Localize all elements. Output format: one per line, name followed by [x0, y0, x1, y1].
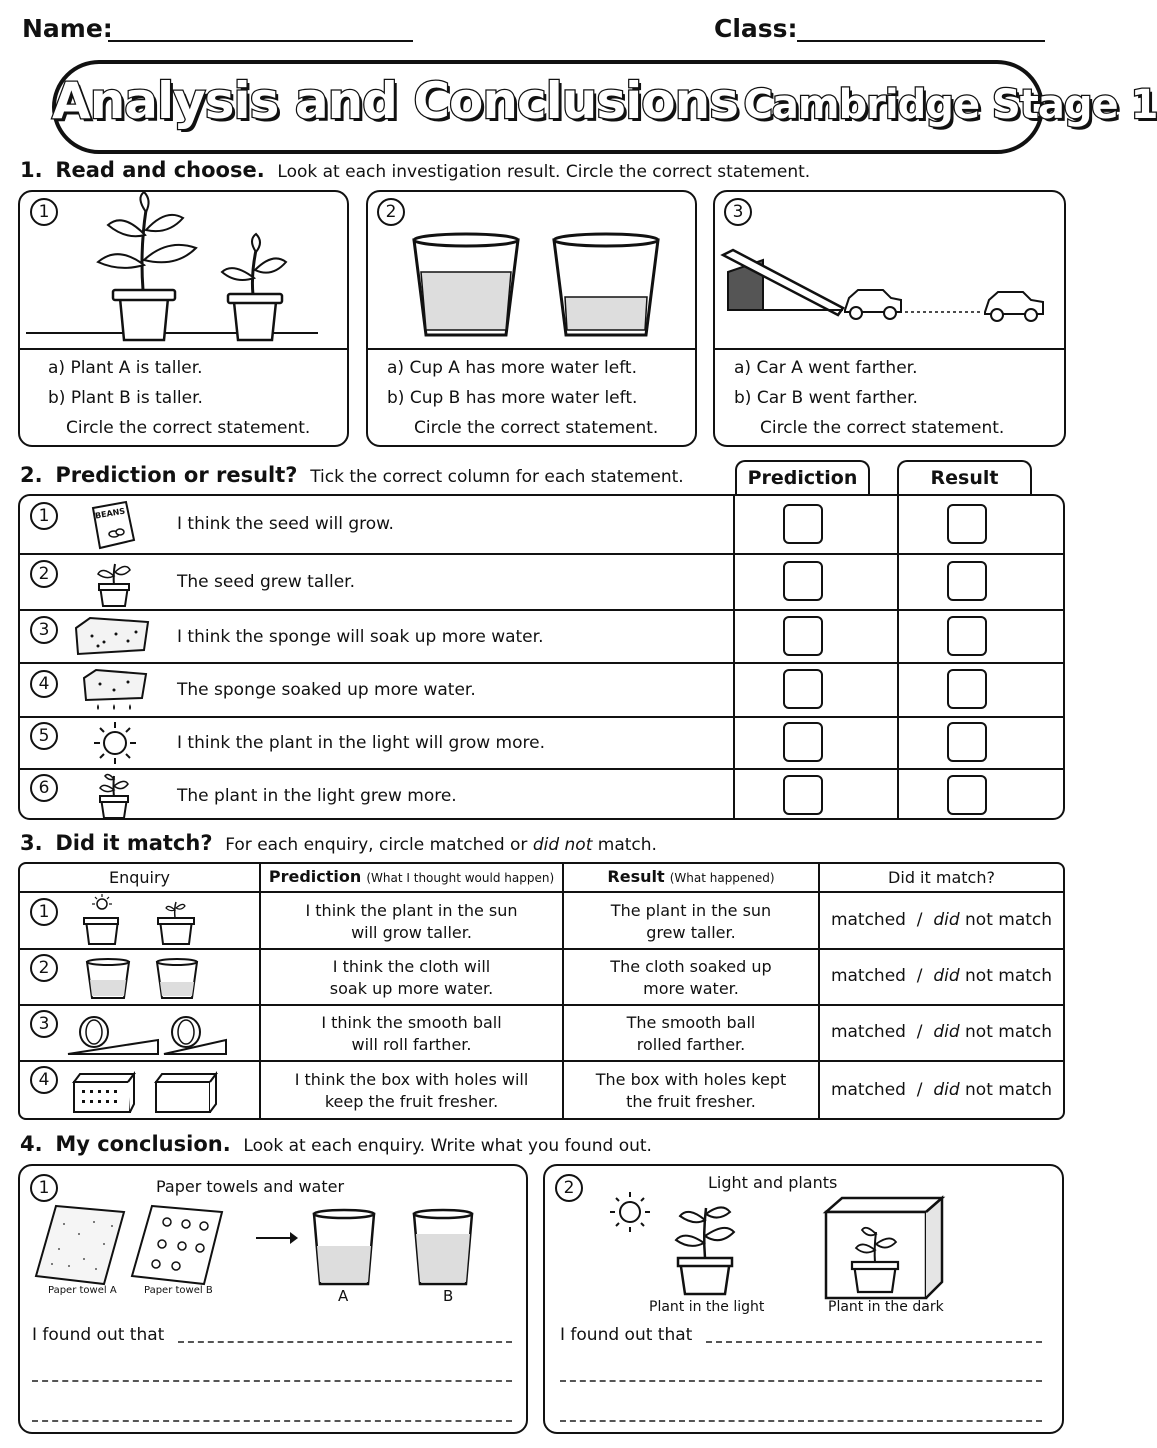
towel-b-label: Paper towel B: [144, 1285, 213, 1296]
enquiry3-result: The smooth ball rolled farther.: [626, 1013, 756, 1054]
prediction-column-header: Prediction: [735, 460, 870, 496]
row4-result-checkbox[interactable]: [947, 669, 987, 709]
row5-number: 5: [30, 722, 58, 750]
enquiry3-match-choice[interactable]: matched / did not match: [830, 1022, 1053, 1042]
row2-result-checkbox[interactable]: [947, 561, 987, 601]
row6-number: 6: [30, 774, 58, 802]
sun-icon: [92, 720, 138, 766]
conclusion2-answer-line[interactable]: [560, 1380, 1042, 1382]
plants-comparison-icon: [18, 190, 349, 350]
row4-prediction-checkbox[interactable]: [783, 669, 823, 709]
enquiry4-result: The box with holes kept the fruit fresher.: [595, 1070, 787, 1111]
row4-statement: The sponge soaked up more water.: [177, 680, 476, 700]
row3-number: 3: [30, 616, 58, 644]
enquiry4-match-choice[interactable]: matched / did not match: [830, 1080, 1053, 1100]
fruit-boxes-icon: [72, 1070, 222, 1114]
row2-number: 2: [30, 560, 58, 588]
title-stage: Cambridge Stage 1: [743, 82, 1157, 128]
match-header: Did it match?: [888, 868, 995, 887]
prediction-header: Prediction (What I thought would happen): [268, 867, 555, 886]
seedling-icon: [94, 556, 134, 608]
enquiry2-prediction: I think the cloth will soak up more water.: [329, 957, 494, 998]
enquiry1-number: 1: [30, 898, 58, 926]
row5-statement: I think the plant in the light will grow more.: [177, 733, 545, 753]
enquiry1-prediction: I think the plant in the sun will grow taller.: [305, 901, 518, 942]
section2-heading: 2. Prediction or result? Tick the correct column for each statement.: [20, 463, 684, 487]
result-header: Result (What happened): [607, 867, 775, 886]
conclusion1-answer-line[interactable]: [32, 1420, 512, 1422]
row4-number: 4: [30, 670, 58, 698]
row2-statement: The seed grew taller.: [177, 572, 355, 592]
wet-sponge-icon: [80, 666, 150, 714]
cups-comparison-icon: [366, 190, 697, 350]
enquiry3-number: 3: [30, 1010, 58, 1038]
row1-number: 1: [30, 502, 58, 530]
plants-sun-icon: [80, 894, 210, 946]
plant-dark-label: Plant in the dark: [828, 1299, 944, 1315]
section3-heading: 3. Did it match? For each enquiry, circle matched or did not match.: [20, 831, 657, 855]
enquiry4-prediction: I think the box with holes will keep the fruit fresher.: [294, 1070, 529, 1111]
enquiry-header: Enquiry: [108, 868, 171, 887]
row-separator: [18, 662, 1065, 664]
potted-plant-icon: [96, 770, 132, 820]
ramp-cars-icon: [713, 190, 1066, 350]
panel3-option-b[interactable]: b) Car B went farther.: [734, 388, 918, 408]
row3-prediction-checkbox[interactable]: [783, 616, 823, 656]
row6-result-checkbox[interactable]: [947, 775, 987, 815]
row-separator: [18, 609, 1065, 611]
row3-statement: I think the sponge will soak up more water.: [177, 627, 544, 647]
page-title: [52, 72, 1157, 130]
beans-label: BEANS: [94, 506, 126, 521]
panel1-option-a[interactable]: a) Plant A is taller.: [48, 358, 203, 378]
panel1-divider: [18, 348, 349, 350]
conclusion1-answer-line[interactable]: [32, 1380, 512, 1382]
row-separator: [18, 1060, 1065, 1062]
rolling-balls-icon: [64, 1010, 230, 1058]
conclusion2-number: 2: [555, 1174, 583, 1202]
row3-result-checkbox[interactable]: [947, 616, 987, 656]
row-separator: [18, 891, 1065, 893]
conclusion2-prompt: I found out that: [560, 1325, 693, 1345]
conclusion1-title: Paper towels and water: [156, 1177, 345, 1196]
row-separator: [18, 553, 1065, 555]
name-field[interactable]: [108, 40, 413, 42]
conclusion2-answer-line[interactable]: [560, 1420, 1042, 1422]
enquiry2-number: 2: [30, 954, 58, 982]
conclusion1-number: 1: [30, 1174, 58, 1202]
panel3-option-a[interactable]: a) Car A went farther.: [734, 358, 918, 378]
cups-cloth-icon: [84, 956, 204, 1002]
panel1-option-b[interactable]: b) Plant B is taller.: [48, 388, 203, 408]
class-field[interactable]: [797, 40, 1045, 42]
cup-a-label: A: [338, 1287, 349, 1305]
panel2-number: 2: [377, 198, 405, 226]
row2-prediction-checkbox[interactable]: [783, 561, 823, 601]
conclusion2-title: Light and plants: [708, 1173, 838, 1192]
section1-heading: 1. Read and choose. Look at each investigation result. Circle the correct statement.: [20, 158, 811, 182]
panel2-divider: [366, 348, 697, 350]
cup-b-label: B: [443, 1287, 454, 1305]
conclusion1-answer-line[interactable]: [178, 1341, 512, 1343]
panel1-number: 1: [30, 198, 58, 226]
conclusion1-prompt: I found out that: [32, 1325, 165, 1345]
prediction-result-table: [18, 494, 1065, 820]
enquiry4-number: 4: [30, 1066, 58, 1094]
row-separator: [18, 948, 1065, 950]
row-separator: [18, 716, 1065, 718]
light-dark-plants-icon: [600, 1188, 960, 1300]
name-label: Name:: [22, 14, 113, 43]
class-label: Class:: [714, 14, 798, 43]
row5-result-checkbox[interactable]: [947, 722, 987, 762]
result-column-header: Result: [897, 460, 1032, 496]
enquiry2-match-choice[interactable]: matched / did not match: [830, 966, 1053, 986]
row-separator: [18, 1004, 1065, 1006]
sponge-icon: [72, 614, 152, 658]
enquiry1-match-choice[interactable]: matched / did not match: [830, 910, 1053, 930]
panel2-option-a[interactable]: a) Cup A has more water left.: [387, 358, 637, 378]
panel1-instruction: Circle the correct statement.: [66, 418, 311, 438]
enquiry3-prediction: I think the smooth ball will roll farther.: [321, 1013, 502, 1054]
table-divider-prediction: [733, 494, 735, 820]
enquiry1-result: The plant in the sun grew taller.: [610, 901, 772, 942]
row1-prediction-checkbox[interactable]: [783, 504, 823, 544]
panel3-divider: [713, 348, 1066, 350]
panel2-option-b[interactable]: b) Cup B has more water left.: [387, 388, 638, 408]
row-separator: [18, 768, 1065, 770]
row6-prediction-checkbox[interactable]: [783, 775, 823, 815]
section4-heading: 4. My conclusion. Look at each enquiry. Write what you found out.: [20, 1132, 652, 1156]
row1-result-checkbox[interactable]: [947, 504, 987, 544]
towel-a-label: Paper towel A: [48, 1285, 117, 1296]
row1-statement: I think the seed will grow.: [177, 514, 394, 534]
table-divider-result: [897, 494, 899, 820]
conclusion2-answer-line[interactable]: [706, 1341, 1042, 1343]
enquiry2-result: The cloth soaked up more water.: [610, 957, 772, 998]
title-main: Analysis and Conclusions: [52, 72, 738, 130]
panel3-number: 3: [724, 198, 752, 226]
row5-prediction-checkbox[interactable]: [783, 722, 823, 762]
row6-statement: The plant in the light grew more.: [177, 786, 457, 806]
panel2-instruction: Circle the correct statement.: [414, 418, 659, 438]
plant-light-label: Plant in the light: [649, 1299, 765, 1315]
panel3-instruction: Circle the correct statement.: [760, 418, 1005, 438]
